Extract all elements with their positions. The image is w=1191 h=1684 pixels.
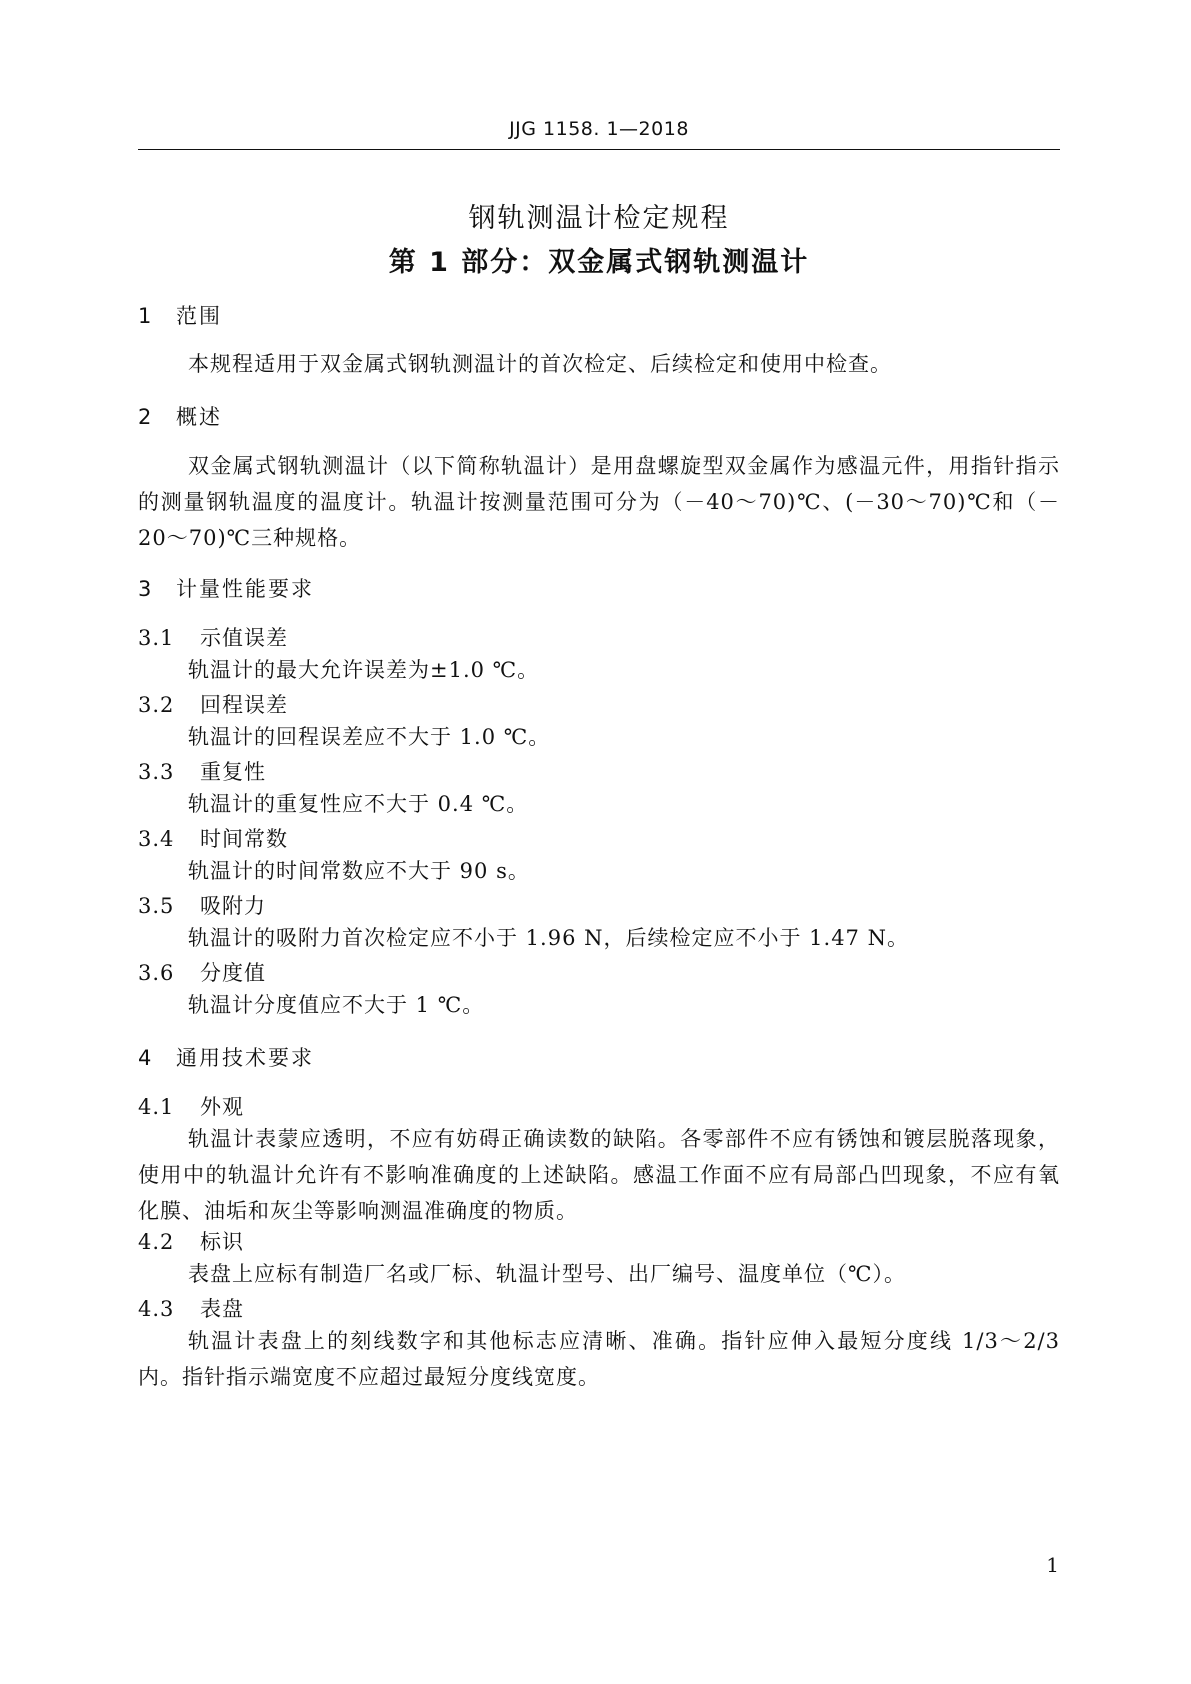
- section-4-heading: [138, 1042, 314, 1072]
- clause-4-1-text: 轨温计表蒙应透明，不应有妨碍正确读数的缺陷。各零部件不应有锈蚀和镀层脱落现象，使用中的轨温计允许有不影响准确度的上述缺陷。感温工作面不应有局部凸凹现象，不应有氧化膜、油垢和灰尘等影响测温准确度的物质。: [138, 1127, 1060, 1223]
- section-2-text: 双金属式钢轨测温计（以下简称轨温计）是用盘螺旋型双金属作为感温元件，用指针指示的测量钢轨温度的温度计。轨温计按测量范围可分为（－40～70)℃、(－30～70)℃和（－20～70)℃三种规格。: [138, 454, 1060, 550]
- header-rule: [138, 149, 1060, 150]
- section-number: 1: [138, 304, 154, 328]
- clause-title: 时间常数: [200, 827, 288, 851]
- clause-4-3-heading: [138, 1293, 244, 1323]
- section-number: 2: [138, 405, 154, 429]
- clause-number: 3.1: [138, 626, 175, 650]
- clause-4-1-heading: [138, 1091, 244, 1121]
- section-1-heading: [138, 300, 222, 330]
- clause-title: 标识: [200, 1230, 244, 1254]
- clause-3-6-heading: [138, 957, 266, 987]
- clause-number: 3.3: [138, 760, 175, 784]
- clause-3-3-text: 轨温计的重复性应不大于 0.4 ℃。: [188, 792, 529, 816]
- clause-3-3-heading: [138, 756, 266, 786]
- section-1-text: 本规程适用于双金属式钢轨测温计的首次检定、后续检定和使用中检查。: [188, 352, 892, 376]
- section-2-heading: [138, 401, 222, 431]
- clause-title: 重复性: [200, 760, 266, 784]
- section-title: 范围: [176, 304, 222, 328]
- section-title: 概述: [176, 405, 222, 429]
- document-subtitle: 第 1 部分：双金属式钢轨测温计: [388, 247, 810, 278]
- clause-title: 分度值: [200, 961, 266, 985]
- clause-number: 3.5: [138, 894, 175, 918]
- clause-3-2-heading: [138, 689, 288, 719]
- clause-title: 吸附力: [200, 894, 266, 918]
- clause-4-2-heading: [138, 1226, 244, 1256]
- clause-3-5-text: 轨温计的吸附力首次检定应不小于 1.96 N，后续检定应不小于 1.47 N。: [188, 926, 909, 950]
- section-number: 4: [138, 1046, 154, 1070]
- section-title: 计量性能要求: [176, 577, 314, 601]
- section-3-heading: [138, 573, 314, 603]
- document-title: 钢轨测温计检定规程: [468, 203, 730, 234]
- page-number: 1: [1046, 1553, 1059, 1577]
- clause-title: 外观: [200, 1095, 244, 1119]
- clause-number: 4.2: [138, 1230, 175, 1254]
- clause-4-2-text: 表盘上应标有制造厂名或厂标、轨温计型号、出厂编号、温度单位（℃）。: [188, 1262, 906, 1286]
- clause-title: 回程误差: [200, 693, 288, 717]
- clause-number: 4.1: [138, 1095, 175, 1119]
- clause-3-2-text: 轨温计的回程误差应不大于 1.0 ℃。: [188, 725, 551, 749]
- section-number: 3: [138, 577, 154, 601]
- clause-title: 示值误差: [200, 626, 288, 650]
- clause-number: 3.2: [138, 693, 175, 717]
- clause-number: 3.4: [138, 827, 175, 851]
- clause-3-6-text: 轨温计分度值应不大于 1 ℃。: [188, 993, 485, 1017]
- clause-3-1-text: 轨温计的最大允许误差为±1.0 ℃。: [188, 658, 540, 682]
- clause-4-3-text: 轨温计表盘上的刻线数字和其他标志应清晰、准确。指针应伸入最短分度线 1/3～2/3 内。指针指示端宽度不应超过最短分度线宽度。: [138, 1329, 1060, 1389]
- clause-number: 3.6: [138, 961, 175, 985]
- section-title: 通用技术要求: [176, 1046, 314, 1070]
- clause-title: 表盘: [200, 1297, 244, 1321]
- clause-3-4-text: 轨温计的时间常数应不大于 90 s。: [188, 859, 530, 883]
- clause-3-4-heading: [138, 823, 288, 853]
- clause-3-5-heading: [138, 890, 266, 920]
- standard-code-header: JJG 1158. 1—2018: [509, 118, 689, 140]
- clause-number: 4.3: [138, 1297, 175, 1321]
- clause-3-1-heading: [138, 622, 288, 652]
